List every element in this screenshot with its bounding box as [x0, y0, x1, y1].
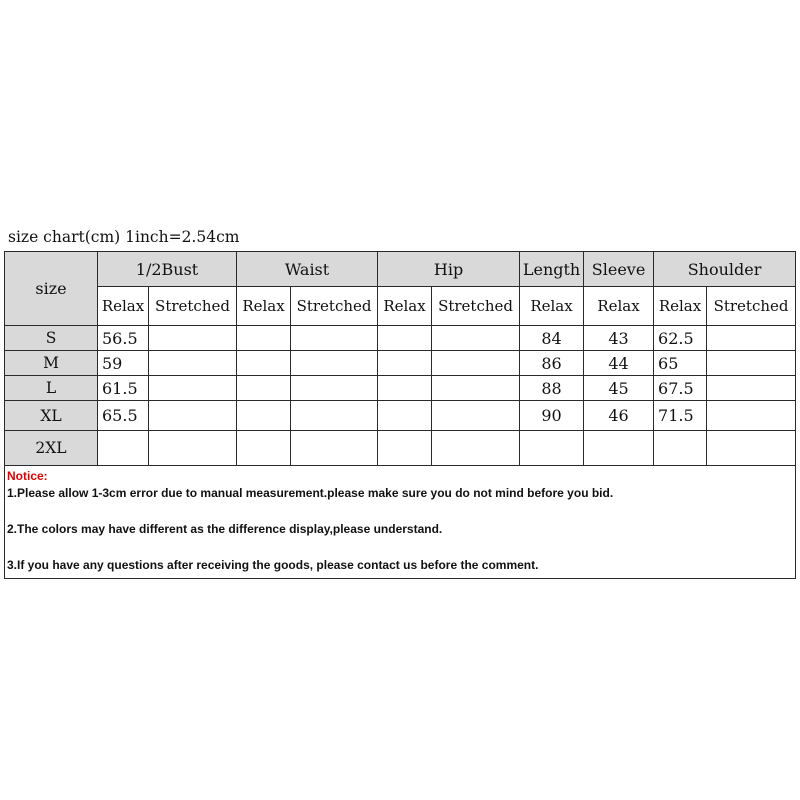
sleeve-cell: 44 [584, 351, 654, 376]
notice-line-1: 1.Please allow 1-3cm error due to manual measurement.please make sure you do not mind before you bid. [7, 486, 614, 500]
shoulder-stretched-cell [707, 326, 796, 351]
length-cell: 90 [520, 401, 584, 431]
size-cell: S [5, 326, 98, 351]
header-sleeve: Sleeve [584, 252, 654, 287]
waist-stretched-cell [291, 351, 378, 376]
hip-relax-cell [378, 431, 432, 466]
size-cell: M [5, 351, 98, 376]
bust-stretched-cell [149, 401, 237, 431]
sleeve-cell: 43 [584, 326, 654, 351]
subheader-shoulder-relax: Relax [654, 287, 707, 326]
subheader-hip-stretched: Stretched [432, 287, 520, 326]
bust-relax-cell: 59 [98, 351, 149, 376]
shoulder-relax-cell: 71.5 [654, 401, 707, 431]
notice-line-3: 3.If you have any questions after receiving the goods, please contact us before the comment. [7, 558, 539, 572]
hip-stretched-cell [432, 351, 520, 376]
table-row [5, 401, 796, 431]
notice-line-2: 2.The colors may have different as the difference display,please understand. [7, 522, 443, 536]
header-row-groups [5, 252, 796, 287]
shoulder-relax-cell [654, 431, 707, 466]
sleeve-cell [584, 431, 654, 466]
shoulder-stretched-cell [707, 376, 796, 401]
hip-stretched-cell [432, 401, 520, 431]
bust-stretched-cell [149, 376, 237, 401]
hip-relax-cell [378, 351, 432, 376]
notice-row [5, 466, 796, 579]
bust-relax-cell: 56.5 [98, 326, 149, 351]
size-chart-table [4, 251, 796, 579]
table-row [5, 326, 796, 351]
bust-stretched-cell [149, 326, 237, 351]
waist-relax-cell [237, 351, 291, 376]
subheader-bust-relax: Relax [98, 287, 149, 326]
bust-relax-cell: 65.5 [98, 401, 149, 431]
waist-relax-cell [237, 376, 291, 401]
size-cell: L [5, 376, 98, 401]
header-shoulder: Shoulder [654, 252, 796, 287]
notice-spacer [7, 538, 793, 557]
waist-stretched-cell [291, 401, 378, 431]
shoulder-relax-cell: 65 [654, 351, 707, 376]
bust-relax-cell [98, 431, 149, 466]
waist-relax-cell [237, 326, 291, 351]
sleeve-cell: 46 [584, 401, 654, 431]
size-header: size [5, 252, 98, 326]
shoulder-relax-cell: 67.5 [654, 376, 707, 401]
waist-stretched-cell [291, 431, 378, 466]
size-chart-caption: size chart(cm) 1inch=2.54cm [8, 228, 240, 246]
shoulder-relax-cell: 62.5 [654, 326, 707, 351]
subheader-sleeve-relax: Relax [584, 287, 654, 326]
header-row-subcolumns [5, 287, 796, 326]
waist-relax-cell [237, 401, 291, 431]
length-cell: 84 [520, 326, 584, 351]
size-cell: 2XL [5, 431, 98, 466]
bust-relax-cell: 61.5 [98, 376, 149, 401]
hip-relax-cell [378, 401, 432, 431]
shoulder-stretched-cell [707, 431, 796, 466]
waist-stretched-cell [291, 376, 378, 401]
waist-stretched-cell [291, 326, 378, 351]
notice-box [5, 466, 796, 579]
hip-stretched-cell [432, 376, 520, 401]
table-row [5, 431, 796, 466]
hip-stretched-cell [432, 326, 520, 351]
subheader-bust-stretched: Stretched [149, 287, 237, 326]
sleeve-cell: 45 [584, 376, 654, 401]
hip-relax-cell [378, 326, 432, 351]
length-cell: 88 [520, 376, 584, 401]
subheader-hip-relax: Relax [378, 287, 432, 326]
notice-title: Notice: [7, 469, 48, 483]
header-waist: Waist [237, 252, 378, 287]
subheader-waist-relax: Relax [237, 287, 291, 326]
table-row [5, 376, 796, 401]
header-length: Length [520, 252, 584, 287]
subheader-waist-stretched: Stretched [291, 287, 378, 326]
size-cell: XL [5, 401, 98, 431]
shoulder-stretched-cell [707, 351, 796, 376]
hip-relax-cell [378, 376, 432, 401]
length-cell [520, 431, 584, 466]
shoulder-stretched-cell [707, 401, 796, 431]
length-cell: 86 [520, 351, 584, 376]
subheader-shoulder-stretched: Stretched [707, 287, 796, 326]
subheader-length-relax: Relax [520, 287, 584, 326]
header-bust: 1/2Bust [98, 252, 237, 287]
bust-stretched-cell [149, 431, 237, 466]
header-hip: Hip [378, 252, 520, 287]
notice-spacer [7, 502, 793, 521]
hip-stretched-cell [432, 431, 520, 466]
waist-relax-cell [237, 431, 291, 466]
table-row [5, 351, 796, 376]
bust-stretched-cell [149, 351, 237, 376]
